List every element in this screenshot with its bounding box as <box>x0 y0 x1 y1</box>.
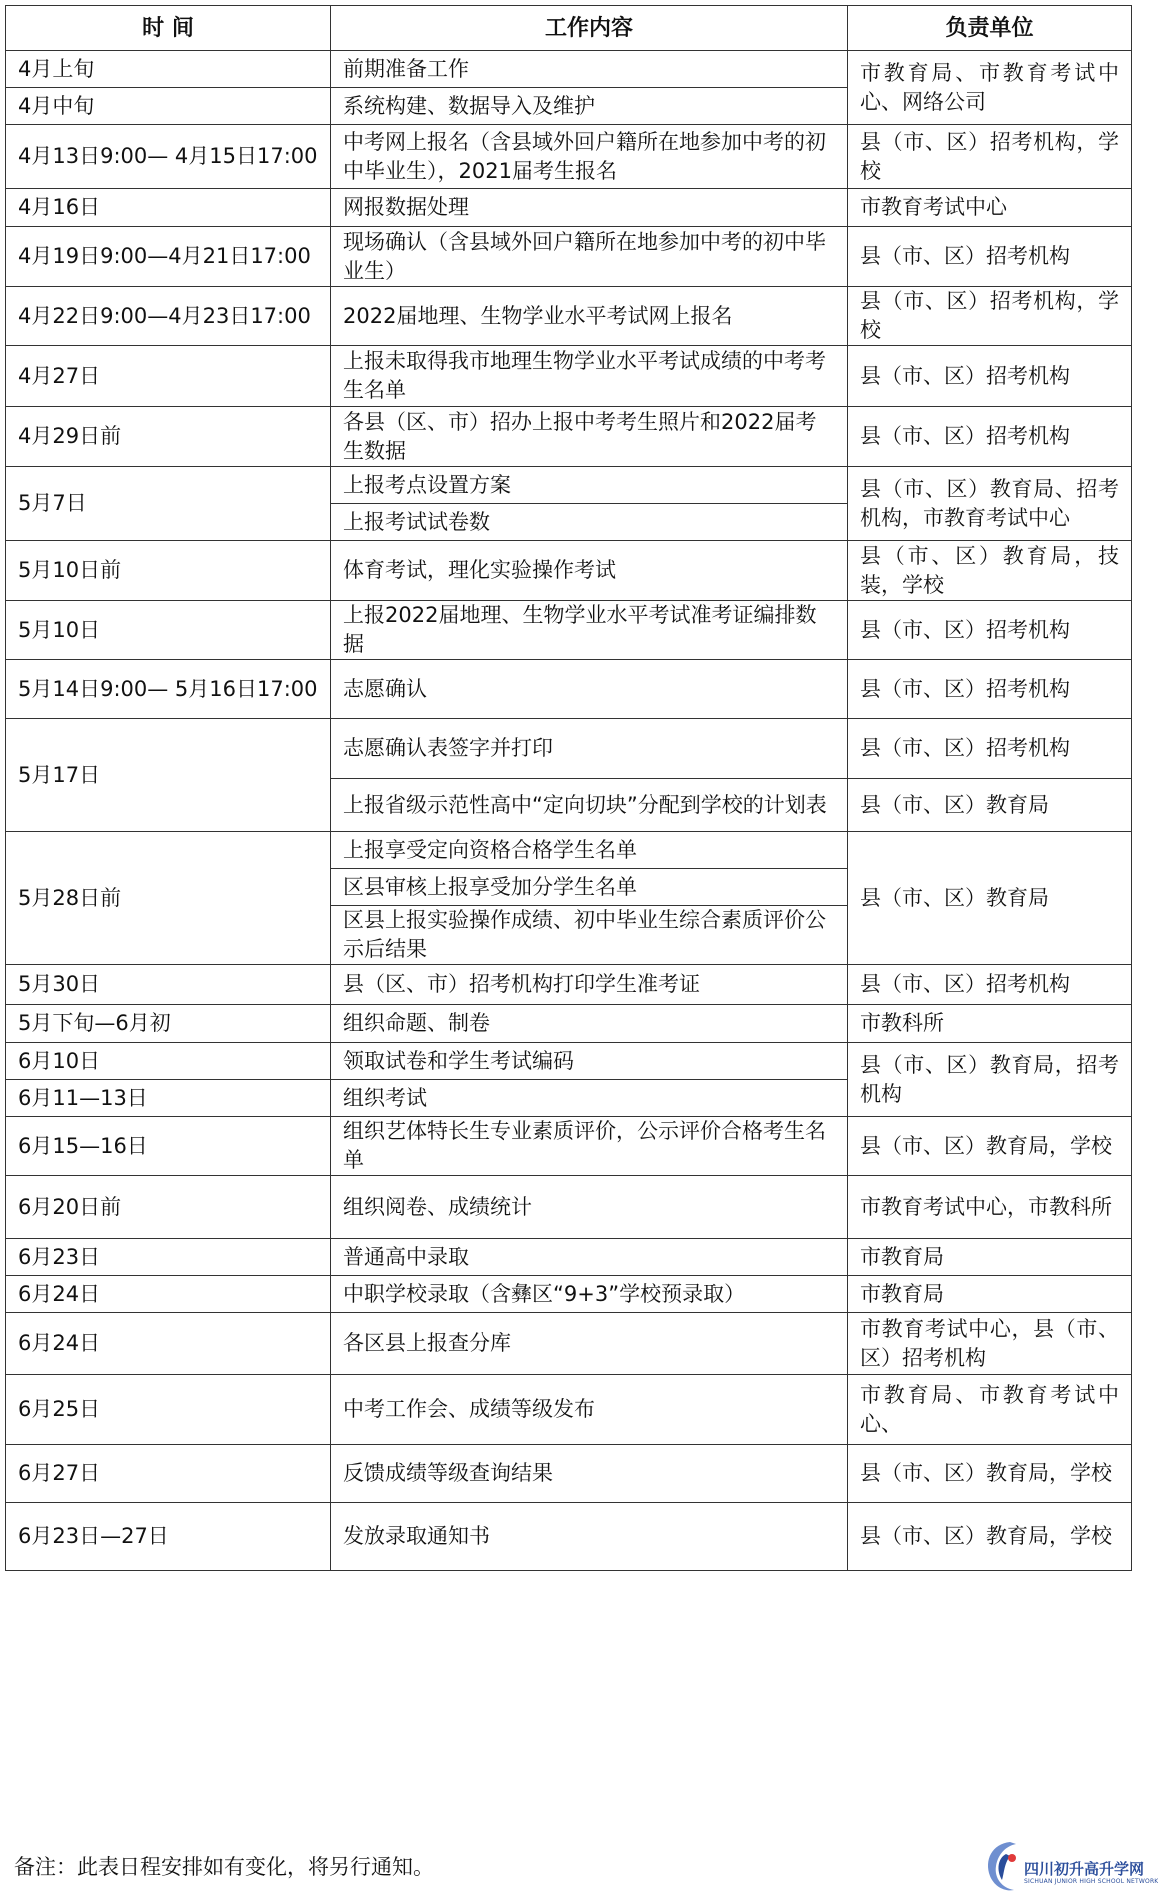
header-unit: 负责单位 <box>848 6 1132 51</box>
content-cell: 组织考试 <box>331 1080 848 1117</box>
table-row <box>6 1445 1132 1503</box>
table-header-row <box>6 6 1132 51</box>
content-cell: 县（区、市）招考机构打印学生准考证 <box>331 965 848 1005</box>
table-row <box>6 660 1132 719</box>
table-row <box>6 1176 1132 1239</box>
time-cell: 6月15—16日 <box>6 1117 331 1176</box>
unit-cell: 县（市、区）招考机构 <box>848 660 1132 719</box>
table-row <box>6 51 1132 88</box>
table-row <box>6 467 1132 504</box>
content-cell: 上报未取得我市地理生物学业水平考试成绩的中考考生名单 <box>331 346 848 407</box>
unit-cell: 县（市、区）招考机构 <box>848 346 1132 407</box>
site-logo <box>980 1834 1158 1896</box>
unit-cell: 市教育局、市教育考试中心、网络公司 <box>848 51 1132 125</box>
unit-cell: 县（市、区）招考机构，学校 <box>848 287 1132 346</box>
table-row <box>6 1313 1132 1375</box>
unit-cell: 市教育局 <box>848 1276 1132 1313</box>
content-cell: 组织阅卷、成绩统计 <box>331 1176 848 1239</box>
table-row <box>6 125 1132 189</box>
table-row <box>6 1239 1132 1276</box>
content-cell: 上报考点设置方案 <box>331 467 848 504</box>
unit-cell: 县（市、区）教育局 <box>848 779 1132 832</box>
header-time: 时 间 <box>6 6 331 51</box>
time-cell: 4月中旬 <box>6 88 331 125</box>
time-cell: 6月23日—27日 <box>6 1503 331 1571</box>
table-row <box>6 965 1132 1005</box>
table-row <box>6 1043 1132 1080</box>
content-cell: 组织艺体特长生专业素质评价，公示评价合格考生名单 <box>331 1117 848 1176</box>
content-cell: 志愿确认 <box>331 660 848 719</box>
schedule-table <box>5 5 1132 1571</box>
logo-subtext: SICHUAN JUNIOR HIGH SCHOOL NETWORK <box>1024 1878 1158 1885</box>
unit-cell: 县（市、区）教育局，技装，学校 <box>848 541 1132 601</box>
unit-cell: 市教育考试中心，县（市、区）招考机构 <box>848 1313 1132 1375</box>
content-cell: 中考网上报名（含县域外回户籍所在地参加中考的初中毕业生），2021届考生报名 <box>331 125 848 189</box>
unit-cell: 县（市、区）教育局、招考机构，市教育考试中心 <box>848 467 1132 541</box>
content-cell: 区县审核上报享受加分学生名单 <box>331 869 848 906</box>
unit-cell: 市教育考试中心 <box>848 189 1132 227</box>
table-row <box>6 227 1132 287</box>
unit-cell: 县（市、区）教育局，学校 <box>848 1117 1132 1176</box>
time-cell: 6月27日 <box>6 1445 331 1503</box>
time-cell: 5月17日 <box>6 719 331 832</box>
content-cell: 前期准备工作 <box>331 51 848 88</box>
unit-cell: 县（市、区）招考机构 <box>848 407 1132 467</box>
content-cell: 上报省级示范性高中“定向切块”分配到学校的计划表 <box>331 779 848 832</box>
content-cell: 上报享受定向资格合格学生名单 <box>331 832 848 869</box>
time-cell: 4月27日 <box>6 346 331 407</box>
table-row <box>6 1503 1132 1571</box>
table-row <box>6 346 1132 407</box>
content-cell: 志愿确认表签字并打印 <box>331 719 848 779</box>
header-content: 工作内容 <box>331 6 848 51</box>
table-row <box>6 601 1132 660</box>
content-cell: 中职学校录取（含彝区“9+3”学校预录取） <box>331 1276 848 1313</box>
content-cell: 上报2022届地理、生物学业水平考试准考证编排数据 <box>331 601 848 660</box>
time-cell: 6月24日 <box>6 1313 331 1375</box>
unit-cell: 县（市、区）教育局，学校 <box>848 1503 1132 1571</box>
logo-text: 四川初升高升学网 <box>1024 1860 1145 1878</box>
content-cell: 领取试卷和学生考试编码 <box>331 1043 848 1080</box>
unit-cell: 市教科所 <box>848 1005 1132 1043</box>
table-row <box>6 189 1132 227</box>
content-cell: 组织命题、制卷 <box>331 1005 848 1043</box>
content-cell: 上报考试试卷数 <box>331 504 848 541</box>
time-cell: 4月29日前 <box>6 407 331 467</box>
unit-cell: 县（市、区）教育局 <box>848 832 1132 965</box>
time-cell: 4月13日9:00— 4月15日17:00 <box>6 125 331 189</box>
content-cell: 2022届地理、生物学业水平考试网上报名 <box>331 287 848 346</box>
content-cell: 体育考试，理化实验操作考试 <box>331 541 848 601</box>
time-cell: 5月10日 <box>6 601 331 660</box>
time-cell: 6月23日 <box>6 1239 331 1276</box>
table-row <box>6 1117 1132 1176</box>
table-row <box>6 719 1132 779</box>
unit-cell: 市教育考试中心，市教科所 <box>848 1176 1132 1239</box>
content-cell: 区县上报实验操作成绩、初中毕业生综合素质评价公示后结果 <box>331 906 848 965</box>
content-cell: 系统构建、数据导入及维护 <box>331 88 848 125</box>
table-row <box>6 1276 1132 1313</box>
time-cell: 5月30日 <box>6 965 331 1005</box>
unit-cell: 市教育局 <box>848 1239 1132 1276</box>
unit-cell: 县（市、区）招考机构 <box>848 227 1132 287</box>
time-cell: 6月25日 <box>6 1375 331 1445</box>
unit-cell: 县（市、区）招考机构 <box>848 965 1132 1005</box>
footnote: 备注：此表日程安排如有变化，将另行通知。 <box>14 1855 434 1879</box>
unit-cell: 县（市、区）招考机构，学校 <box>848 125 1132 189</box>
table-row <box>6 407 1132 467</box>
unit-cell: 市教育局、市教育考试中心、 <box>848 1375 1132 1445</box>
unit-cell: 县（市、区）招考机构 <box>848 601 1132 660</box>
time-cell: 4月上旬 <box>6 51 331 88</box>
time-cell: 6月11—13日 <box>6 1080 331 1117</box>
time-cell: 5月28日前 <box>6 832 331 965</box>
content-cell: 发放录取通知书 <box>331 1503 848 1571</box>
content-cell: 各县（区、市）招办上报中考考生照片和2022届考生数据 <box>331 407 848 467</box>
table-row <box>6 1005 1132 1043</box>
time-cell: 6月20日前 <box>6 1176 331 1239</box>
time-cell: 6月24日 <box>6 1276 331 1313</box>
time-cell: 4月19日9:00—4月21日17:00 <box>6 227 331 287</box>
content-cell: 中考工作会、成绩等级发布 <box>331 1375 848 1445</box>
unit-cell: 县（市、区）教育局，招考机构 <box>848 1043 1132 1117</box>
time-cell: 5月10日前 <box>6 541 331 601</box>
content-cell: 网报数据处理 <box>331 189 848 227</box>
logo-swirl-icon <box>980 1834 1024 1896</box>
table-row <box>6 287 1132 346</box>
content-cell: 普通高中录取 <box>331 1239 848 1276</box>
content-cell: 各区县上报查分库 <box>331 1313 848 1375</box>
table-row <box>6 541 1132 601</box>
time-cell: 4月22日9:00—4月23日17:00 <box>6 287 331 346</box>
time-cell: 5月下旬—6月初 <box>6 1005 331 1043</box>
unit-cell: 县（市、区）招考机构 <box>848 719 1132 779</box>
time-cell: 4月16日 <box>6 189 331 227</box>
content-cell: 现场确认（含县域外回户籍所在地参加中考的初中毕业生） <box>331 227 848 287</box>
unit-cell: 县（市、区）教育局，学校 <box>848 1445 1132 1503</box>
table-row <box>6 1375 1132 1445</box>
time-cell: 5月14日9:00— 5月16日17:00 <box>6 660 331 719</box>
time-cell: 5月7日 <box>6 467 331 541</box>
content-cell: 反馈成绩等级查询结果 <box>331 1445 848 1503</box>
table-row <box>6 832 1132 869</box>
time-cell: 6月10日 <box>6 1043 331 1080</box>
